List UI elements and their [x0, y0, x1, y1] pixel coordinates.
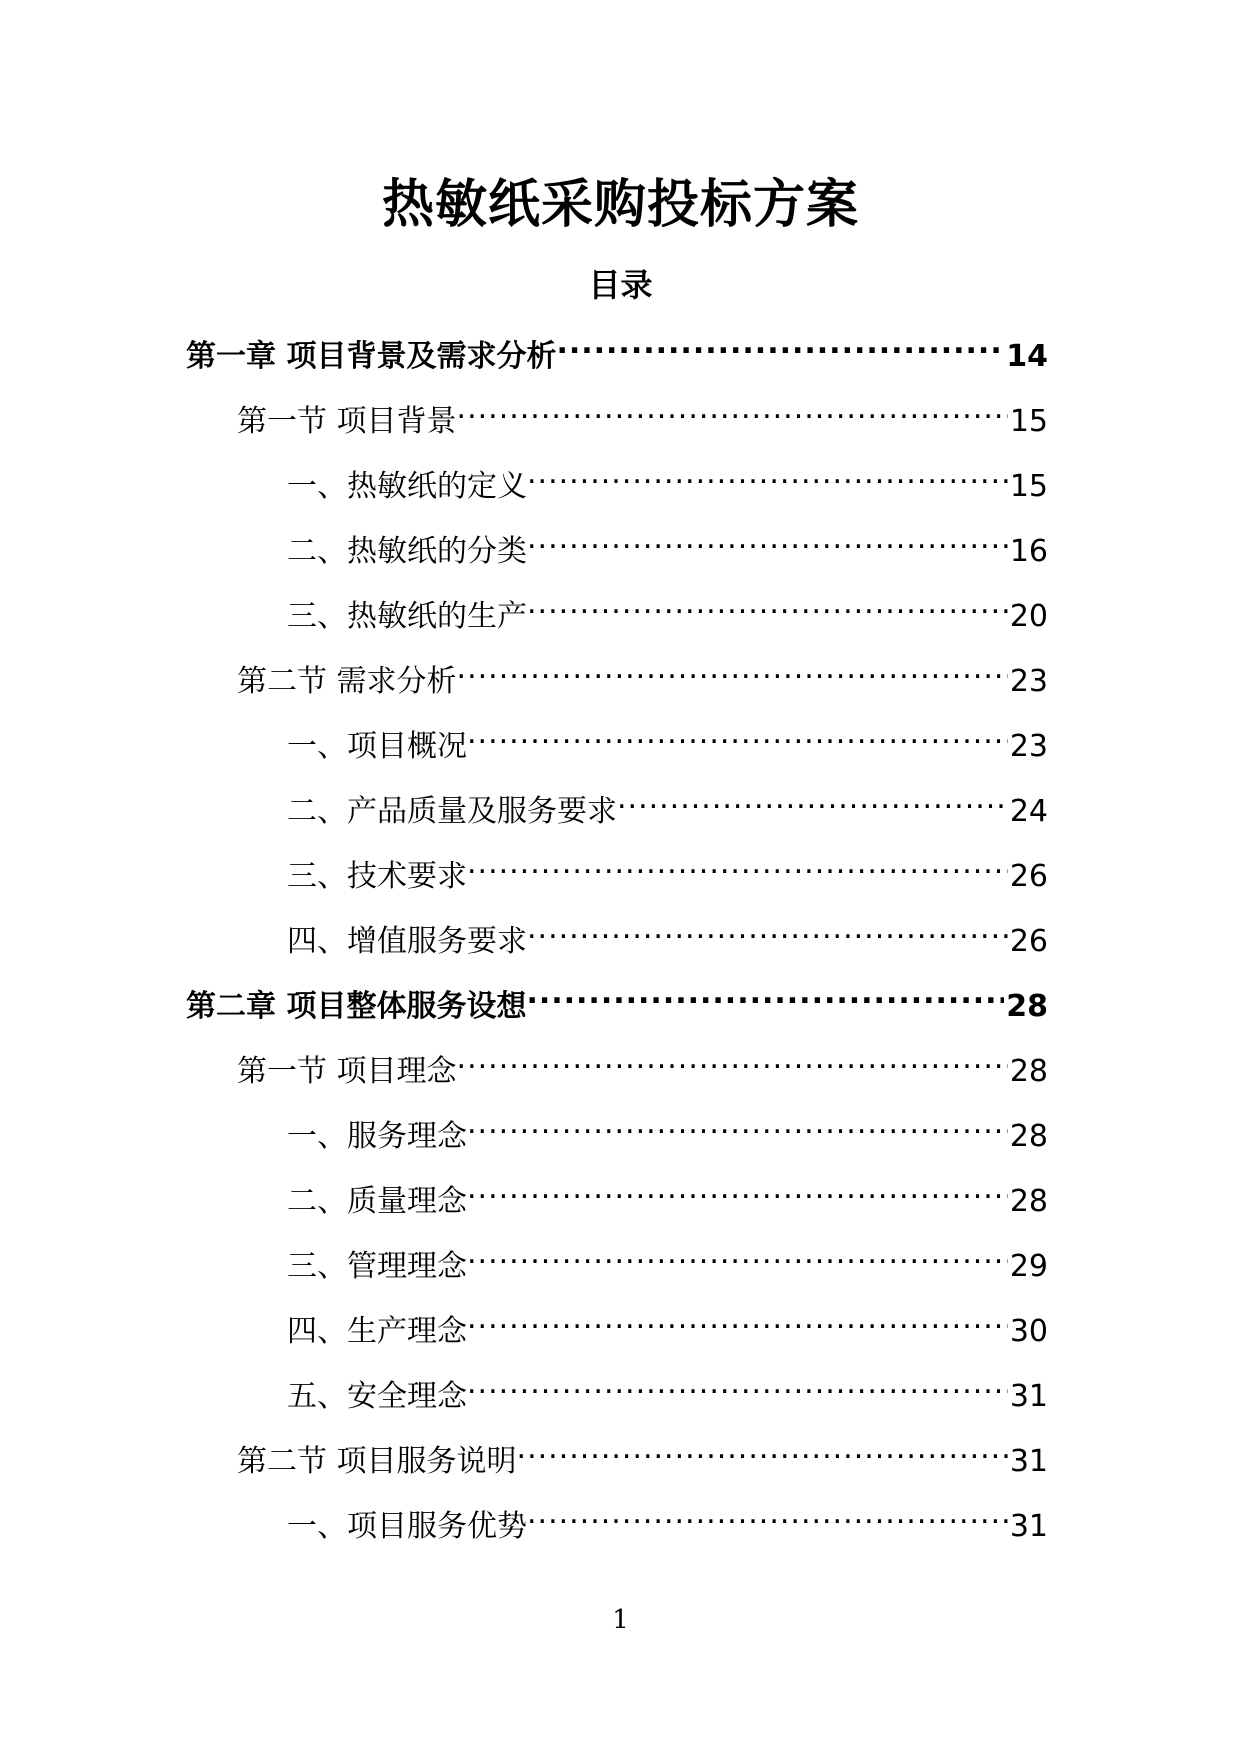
toc-entry[interactable]	[237, 647, 1048, 699]
toc-entry-page: 23	[1009, 664, 1048, 699]
toc-entry-label: 四、增值服务要求	[287, 924, 527, 959]
toc-entry-label: 四、生产理念	[287, 1314, 467, 1349]
toc-entry-label: 第一节 项目背景	[237, 404, 457, 439]
toc-entry[interactable]	[287, 1492, 1048, 1544]
toc-leader-dots	[467, 1167, 1008, 1211]
toc-entry-page: 24	[1009, 794, 1048, 829]
toc-entry-page: 15	[1009, 404, 1048, 439]
toc-leader-dots	[527, 452, 1008, 496]
toc-entry-label: 第一章 项目背景及需求分析	[186, 339, 557, 374]
toc-leader-dots	[457, 1037, 1008, 1081]
toc-leader-dots	[467, 1102, 1008, 1146]
toc-leader-dots	[457, 387, 1008, 431]
toc-entry-page: 28	[1006, 989, 1048, 1024]
toc-leader-dots	[467, 1297, 1008, 1341]
toc-entry[interactable]	[287, 1232, 1048, 1284]
toc-entry-label: 第二章 项目整体服务设想	[186, 989, 527, 1024]
toc-leader-dots	[467, 842, 1008, 886]
toc-entry[interactable]	[287, 1362, 1048, 1414]
page-number: 1	[612, 1605, 629, 1635]
toc-entry-page: 15	[1009, 469, 1048, 504]
toc-entry-page: 31	[1009, 1509, 1048, 1544]
toc-entry-page: 29	[1009, 1249, 1048, 1284]
toc-entry[interactable]	[287, 582, 1048, 634]
toc-heading: 目录	[588, 266, 653, 304]
toc-leader-dots	[467, 1362, 1008, 1406]
toc-entry-label: 二、质量理念	[287, 1184, 467, 1219]
toc-entry[interactable]	[237, 387, 1048, 439]
toc-leader-dots	[527, 517, 1008, 561]
toc-leader-dots	[467, 1232, 1008, 1276]
toc-entry[interactable]	[287, 777, 1048, 829]
toc-entry-page: 28	[1009, 1184, 1048, 1219]
toc-entry-page: 14	[1006, 339, 1048, 374]
toc-entry-label: 五、安全理念	[287, 1379, 467, 1414]
toc-entry-label: 二、产品质量及服务要求	[287, 794, 617, 829]
toc-leader-dots	[527, 1492, 1008, 1536]
toc-entry-label: 一、项目概况	[287, 729, 467, 764]
document-title: 热敏纸采购投标方案	[381, 175, 859, 235]
toc-leader-dots	[457, 647, 1008, 691]
toc-entry[interactable]	[237, 1037, 1048, 1089]
toc-entry-page: 16	[1009, 534, 1048, 569]
toc-leader-dots	[527, 582, 1008, 626]
toc-leader-dots	[556, 322, 1004, 366]
toc-entry-page: 28	[1009, 1054, 1048, 1089]
toc-entry-label: 一、项目服务优势	[287, 1509, 527, 1544]
toc-entry[interactable]	[287, 842, 1048, 894]
toc-entry-page: 26	[1009, 924, 1048, 959]
toc-entry[interactable]	[287, 1102, 1048, 1154]
toc-entry-label: 三、管理理念	[287, 1249, 467, 1284]
toc-entry[interactable]	[186, 972, 1048, 1024]
toc-entry[interactable]	[287, 517, 1048, 569]
toc-entry-page: 31	[1009, 1379, 1048, 1414]
toc-entry-label: 一、热敏纸的定义	[287, 469, 527, 504]
toc-entry-page: 28	[1009, 1119, 1048, 1154]
toc-entry-page: 20	[1009, 599, 1048, 634]
toc-entry-label: 三、热敏纸的生产	[287, 599, 527, 634]
toc-entry-page: 31	[1009, 1444, 1048, 1479]
toc-entry-page: 30	[1009, 1314, 1048, 1349]
toc-entry-label: 二、热敏纸的分类	[287, 534, 527, 569]
toc-leader-dots	[527, 907, 1008, 951]
toc-entry[interactable]	[287, 1167, 1048, 1219]
toc-leader-dots	[617, 777, 1008, 821]
toc-entry[interactable]	[287, 712, 1048, 764]
toc-entry-label: 第一节 项目理念	[237, 1054, 457, 1089]
toc-leader-dots	[467, 712, 1008, 756]
toc-entry-page: 26	[1009, 859, 1048, 894]
toc-entry[interactable]	[287, 452, 1048, 504]
toc-entry-label: 第二节 需求分析	[237, 664, 457, 699]
toc-entry-label: 第二节 项目服务说明	[237, 1444, 517, 1479]
toc-entry[interactable]	[237, 1427, 1048, 1479]
toc-leader-dots	[526, 972, 1004, 1016]
toc-entry[interactable]	[287, 1297, 1048, 1349]
toc-entry-label: 一、服务理念	[287, 1119, 467, 1154]
toc-leader-dots	[517, 1427, 1008, 1471]
toc-entry-label: 三、技术要求	[287, 859, 467, 894]
toc-entry[interactable]	[287, 907, 1048, 959]
toc-entry[interactable]	[186, 322, 1048, 374]
toc-entry-page: 23	[1009, 729, 1048, 764]
